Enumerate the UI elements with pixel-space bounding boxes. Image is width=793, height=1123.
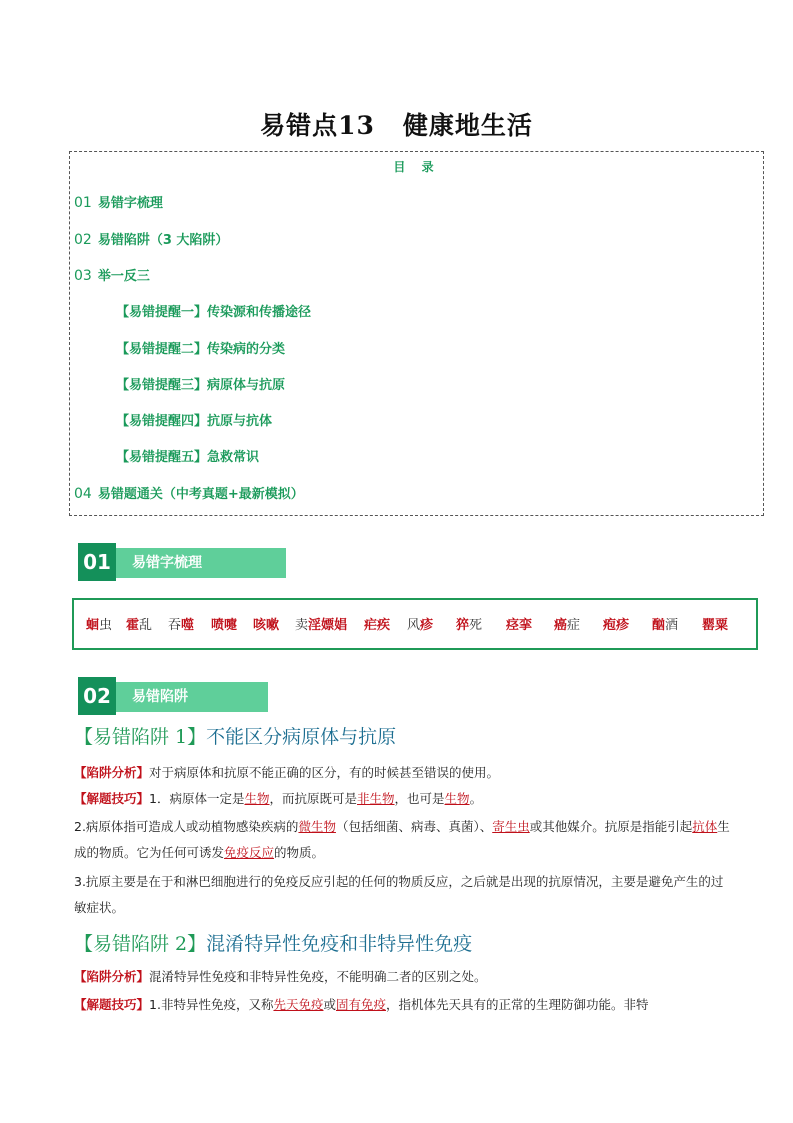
trap-tag: 【易错陷阱 1】 <box>74 726 207 748</box>
word-item: 疟疾 <box>364 618 391 633</box>
word-item: 卖淫嫖娼 <box>295 618 348 633</box>
word-item: 风疹 <box>407 618 434 633</box>
section-label: 易错陷阱 <box>116 682 268 712</box>
word-item: 咳嗽 <box>253 618 280 633</box>
word-item: 蛔虫 <box>86 618 113 633</box>
toc-item-03[interactable] <box>74 265 150 284</box>
toc-item-01[interactable] <box>74 192 163 211</box>
word-item: 吞噬 <box>168 618 195 633</box>
toc-item-02[interactable] <box>74 229 228 248</box>
page-title <box>0 106 793 142</box>
word-item: 罂粟 <box>702 618 729 633</box>
trap-1-analysis: 【陷阱分析】对于病原体和抗原不能正确的区分，有的时候甚至错误的使用。 <box>74 765 500 780</box>
section-number: 01 <box>78 543 116 581</box>
toc-reminder-5[interactable]: 【易错提醒五】急救常识 <box>116 450 260 465</box>
toc-num: 01 <box>74 195 92 211</box>
toc-reminder-2[interactable]: 【易错提醒二】传染病的分类 <box>116 342 286 357</box>
title-sub: 健康地生活 <box>402 111 533 140</box>
error-prone-words-box <box>72 598 758 650</box>
trap-tag: 【易错陷阱 2】 <box>74 933 207 955</box>
trap-2-analysis: 【陷阱分析】混淆特异性免疫和非特异性免疫，不能明确二者的区别之处。 <box>74 969 487 984</box>
toc-label: 举一反三 <box>97 269 150 284</box>
toc-label: 易错题通关（中考真题+最新模拟） <box>97 487 304 502</box>
section-label: 易错字梳理 <box>116 548 286 578</box>
word-item: 疱疹 <box>603 618 630 633</box>
word-item: 痉挛 <box>506 618 533 633</box>
trap-1-tip: 【解题技巧】1．病原体一定是生物，而抗原既可是非生物，也可是生物。 <box>74 791 483 806</box>
trap-2-tip: 【解题技巧】1.非特异性免疫，又称先天免疫或固有免疫，指机体先天具有的正常的生理防御功能。非特 <box>74 997 649 1012</box>
word-item: 癌症 <box>554 618 581 633</box>
toc-reminder-3[interactable]: 【易错提醒三】病原体与抗原 <box>116 378 286 393</box>
word-item: 霍乱 <box>126 618 153 633</box>
toc-heading: 目 录 <box>393 160 440 174</box>
toc-num: 02 <box>74 232 92 248</box>
word-item: 酗酒 <box>652 618 679 633</box>
toc-num: 03 <box>74 268 92 284</box>
trap-heading: 不能区分病原体与抗原 <box>206 726 397 748</box>
section-number: 02 <box>78 677 116 715</box>
trap-1-title <box>74 722 396 749</box>
toc-reminder-1[interactable]: 【易错提醒一】传染源和传播途径 <box>116 305 312 320</box>
word-item: 猝死 <box>456 618 483 633</box>
toc-item-04[interactable] <box>74 483 304 502</box>
title-main: 易错点13 <box>260 111 375 140</box>
table-of-contents <box>69 151 764 516</box>
trap-2-title <box>74 929 472 956</box>
word-item: 喷嚏 <box>211 618 238 633</box>
trap-1-point-2: 2.病原体指可造成人或动植物感染疾病的微生物（包括细菌、病毒、真菌）、寄生虫或其他媒介。抗原是指能引起抗体生成的物质。它为任何可诱发免疫反应的物质。 <box>74 819 730 860</box>
toc-label: 易错字梳理 <box>97 196 163 211</box>
trap-heading: 混淆特异性免疫和非特异性免疫 <box>206 933 473 955</box>
toc-label: 易错陷阱（3 大陷阱） <box>97 233 229 248</box>
trap-1-point-3: 3.抗原主要是在于和淋巴细胞进行的免疫反应引起的任何的物质反应，之后就是出现的抗原情况，主要是避免产生的过敏症状。 <box>74 874 724 915</box>
toc-num: 04 <box>74 486 92 502</box>
toc-reminder-4[interactable]: 【易错提醒四】抗原与抗体 <box>116 414 273 429</box>
